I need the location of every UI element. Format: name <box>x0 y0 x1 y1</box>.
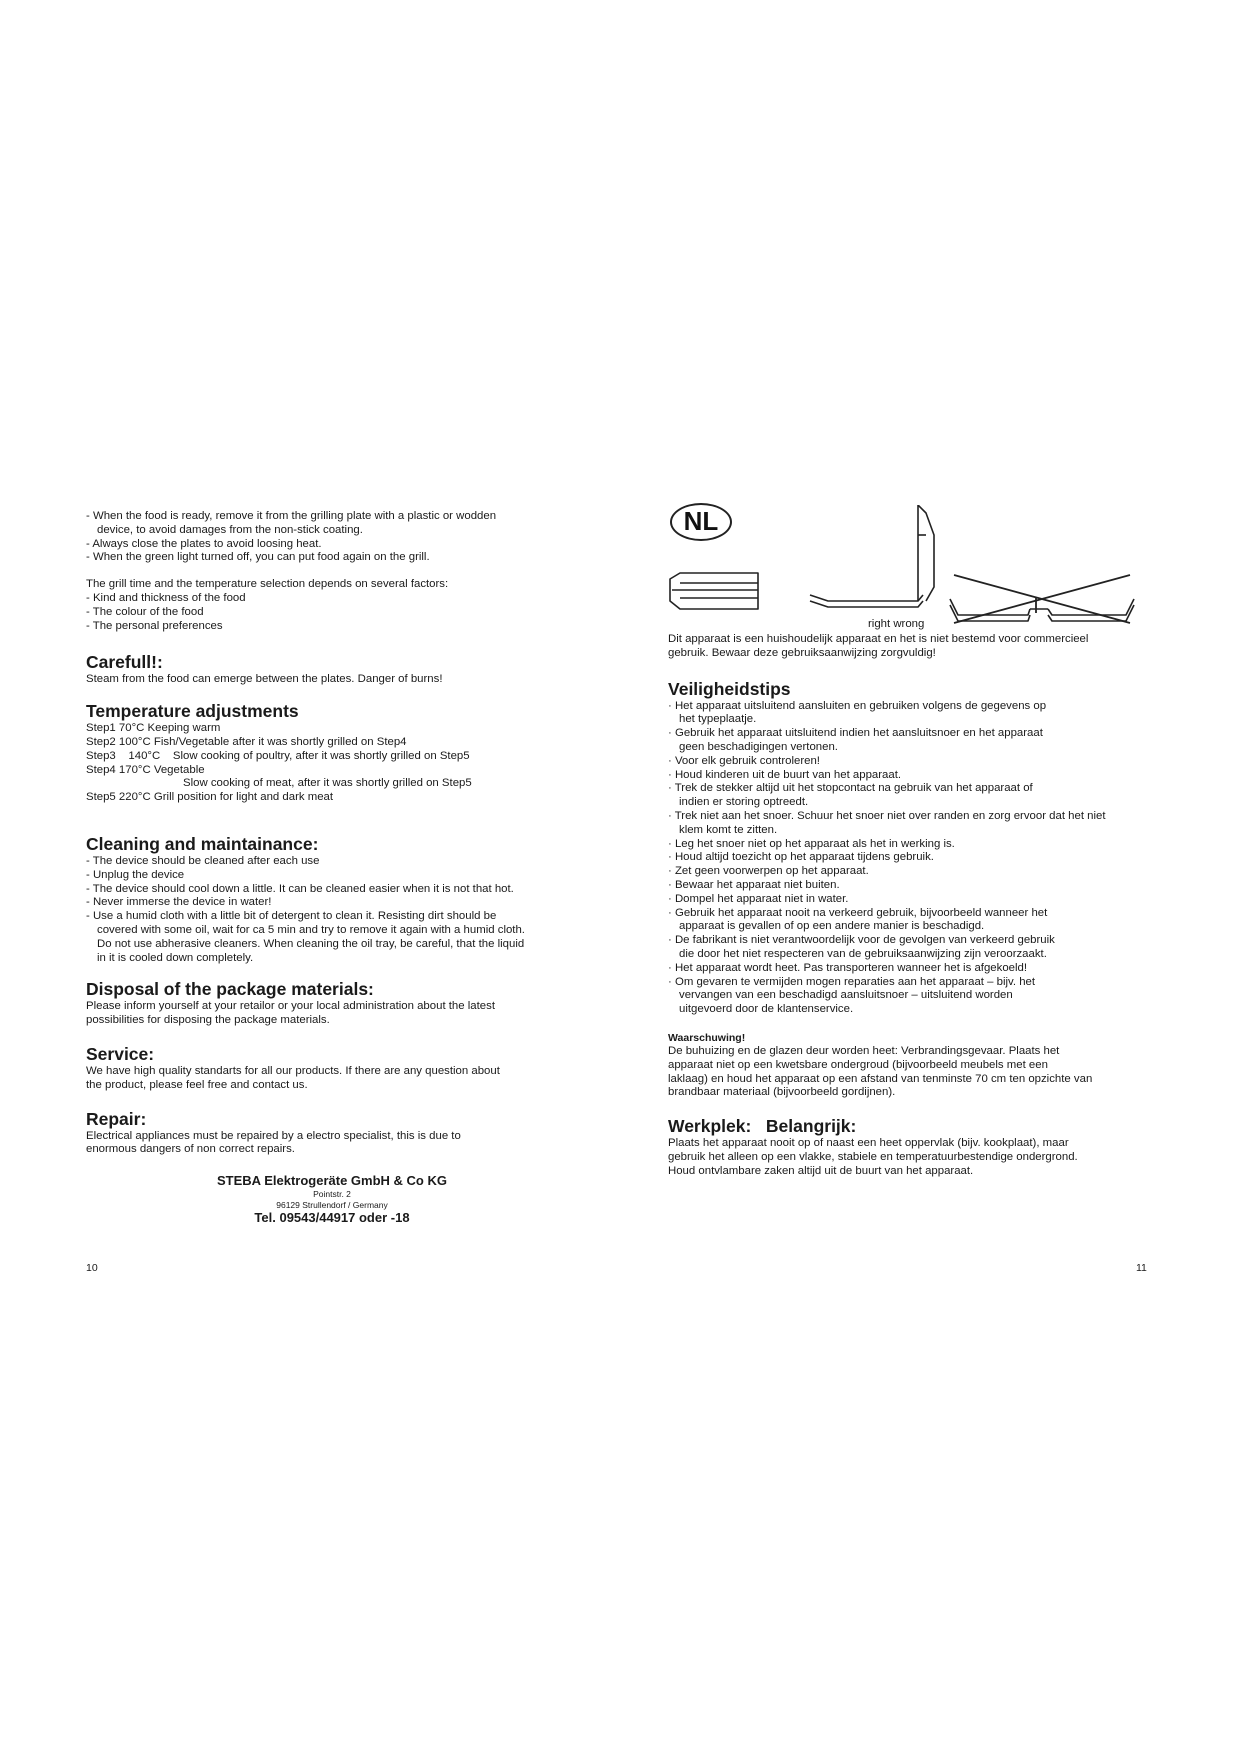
tip-line: · Het apparaat uitsluitend aansluiten en gebruiken volgens de gegevens op <box>668 699 1047 712</box>
grill-open-upright-drawing <box>810 505 934 607</box>
tip-line-cont: vervangen van een beschadigd aansluitsnoer – uitsluitend worden <box>679 989 1013 1002</box>
warning-line: apparaat niet op een kwetsbare ondergroud (bijvoorbeeld meubels met een <box>668 1058 1048 1071</box>
cleaning-item: - The device should be cleaned after each use <box>86 854 320 867</box>
tip-line: · Voor elk gebruik controleren! <box>668 754 820 767</box>
workplace-text <box>668 1137 1158 1178</box>
wrong-cross-icon <box>954 575 1130 623</box>
tip-line-cont: het typeplaatje. <box>679 713 757 726</box>
tip-line-cont: uitgevoerd door de klantenservice. <box>679 1003 854 1016</box>
tip-line: · Om gevaren te vermijden mogen reparaties aan het apparaat – bijv. het <box>668 975 1036 988</box>
workplace-line: Houd ontvlambare zaken altijd uit de buurt van het apparaat. <box>668 1164 974 1177</box>
warning-line: brandbaar materiaal (bijvoorbeeld gordijnen). <box>668 1086 896 1099</box>
intro-bullets <box>86 510 578 565</box>
intro-bullet: - Always close the plates to avoid loosing heat. <box>86 537 322 550</box>
cleaning-item: - Use a humid cloth with a little bit of detergent to clean it. Resisting dirt should be <box>86 910 497 923</box>
disposal-line: possibilities for disposing the package materials. <box>86 1014 330 1027</box>
company-telephone: Tel. 09543/44917 oder -18 <box>254 1210 410 1226</box>
service-line: We have high quality standarts for all our products. If there are any question about <box>86 1064 500 1077</box>
temperature-step: Step2 100°C Fish/Vegetable after it was shortly grilled on Step4 <box>86 735 407 748</box>
left-page <box>86 510 578 1226</box>
temperature-step: Step1 70°C Keeping warm <box>86 722 221 735</box>
tip-line: · Houd altijd toezicht op het apparaat tijdens gebruik. <box>668 851 934 864</box>
grill-position-illustration <box>668 505 1168 635</box>
figure-caption: right wrong <box>868 618 925 630</box>
repair-line: enormous dangers of non correct repairs. <box>86 1143 295 1156</box>
carefull-text: Steam from the food can emerge between the plates. Danger of burns! <box>86 673 443 686</box>
right-page <box>668 633 1158 1179</box>
cleaning-list <box>86 855 578 965</box>
factors-block <box>86 578 578 633</box>
tip-line: · Houd kinderen uit de buurt van het apparaat. <box>668 768 902 781</box>
temperature-step: Step4 170°C Vegetable <box>86 763 205 776</box>
temperature-step: Step5 220°C Grill position for light and dark meat <box>86 791 334 804</box>
company-address <box>86 1173 578 1226</box>
intro-bullet: device, to avoid damages from the non-stick coating. <box>97 523 363 536</box>
carefull-heading: Carefull!: <box>86 652 163 673</box>
disposal-text <box>86 1000 578 1028</box>
safety-tips-list <box>668 700 1158 1017</box>
intro-text-nl <box>668 633 1158 661</box>
factor-item: - The personal preferences <box>86 619 223 632</box>
cleaning-item: - Unplug the device <box>86 868 185 881</box>
grill-open-flat-drawing <box>950 599 1134 621</box>
cleaning-heading: Cleaning and maintainance: <box>86 833 319 854</box>
temperature-step-cont: Slow cooking of meat, after it was shortly grilled on Step5 <box>183 777 472 790</box>
intro-bullet: - When the green light turned off, you can put food again on the grill. <box>86 551 430 564</box>
tip-line: · Gebruik het apparaat uitsluitend indien het aansluitsnoer en het apparaat <box>668 727 1043 740</box>
factors-intro: The grill time and the temperature selection depends on several factors: <box>86 578 449 591</box>
tip-line-cont: indien er storing optreedt. <box>679 796 809 809</box>
company-city: 96129 Strullendorf / Germany <box>276 1199 388 1210</box>
cleaning-item: - Never immerse the device in water! <box>86 896 272 909</box>
tip-line: · Het apparaat wordt heet. Pas transporteren wanneer het is afgekoeld! <box>668 961 1028 974</box>
factor-item: - The colour of the food <box>86 605 204 618</box>
warning-heading: Waarschuwing! <box>668 1031 746 1044</box>
company-street: Pointstr. 2 <box>313 1189 351 1200</box>
repair-text <box>86 1130 578 1158</box>
factor-item: - Kind and thickness of the food <box>86 591 246 604</box>
tip-line: · Trek niet aan het snoer. Schuur het snoer niet over randen en zorg ervoor dat het niet <box>668 809 1106 822</box>
service-heading: Service: <box>86 1043 155 1064</box>
tip-line: · Bewaar het apparaat niet buiten. <box>668 878 840 891</box>
workplace-heading: Werkplek: Belangrijk: <box>668 1116 857 1137</box>
grill-closed-drawing <box>670 573 758 609</box>
disposal-line: Please inform yourself at your retailor or your local administration about the latest <box>86 1000 495 1013</box>
tip-line: · Gebruik het apparaat nooit na verkeerd gebruik, bijvoorbeeld wanneer het <box>668 906 1048 919</box>
cleaning-item-cont: Do not use abherasive cleaners. When cleaning the oil tray, be careful, that the liquid <box>97 937 525 950</box>
workplace-line: Plaats het apparaat nooit op of naast een heet oppervlak (bijv. kookplaat), maar <box>668 1137 1069 1150</box>
intro-bullet: - When the food is ready, remove it from the grilling plate with a plastic or wodden <box>86 510 497 522</box>
cleaning-item-cont: in it is cooled down completely. <box>97 951 254 964</box>
company-name: STEBA Elektrogeräte GmbH & Co KG <box>217 1173 447 1189</box>
disposal-heading: Disposal of the package materials: <box>86 979 374 1000</box>
warning-text <box>668 1045 1158 1100</box>
page-number-left: 10 <box>86 1262 98 1274</box>
repair-heading: Repair: <box>86 1108 147 1129</box>
tip-line-cont: die door het niet respecteren van de gebruiksaanwijzing zijn veroorzaakt. <box>679 947 1047 960</box>
tip-line-cont: geen beschadigingen vertonen. <box>679 740 838 753</box>
cleaning-item: - The device should cool down a little. It can be cleaned easier when it is not that hot. <box>86 882 514 895</box>
page-number-right: 11 <box>1136 1262 1147 1274</box>
cleaning-item-cont: covered with some oil, wait for ca 5 min and try to remove it again with a humid cloth. <box>97 923 525 936</box>
tip-line-cont: apparaat is gevallen of op een andere manier is beschadigd. <box>679 920 985 933</box>
tip-line: · Trek de stekker altijd uit het stopcontact na gebruik van het apparaat of <box>668 782 1033 795</box>
temperature-heading: Temperature adjustments <box>86 701 299 722</box>
tip-line: · Dompel het apparaat niet in water. <box>668 892 849 905</box>
service-text <box>86 1065 578 1093</box>
repair-line: Electrical appliances must be repaired by a electro specialist, this is due to <box>86 1129 461 1142</box>
tip-line-cont: klem komt te zitten. <box>679 823 778 836</box>
warning-line: laklaag) en houd het apparaat op een afstand van tenminste 70 cm ten opzichte van <box>668 1072 1093 1085</box>
intro-line: gebruik. Bewaar deze gebruiksaanwijzing zorgvuldig! <box>668 646 936 659</box>
temperature-list <box>86 722 578 805</box>
tip-line: · Leg het snoer niet op het apparaat als het in werking is. <box>668 837 955 850</box>
service-line: the product, please feel free and contact us. <box>86 1078 308 1091</box>
safety-tips-heading: Veiligheidstips <box>668 678 791 699</box>
warning-line: De buhuizing en de glazen deur worden heet: Verbrandingsgevaar. Plaats het <box>668 1044 1060 1057</box>
temperature-step: Step3 140°C Slow cooking of poultry, after it was shortly grilled on Step5 <box>86 749 470 762</box>
tip-line: · De fabrikant is niet verantwoordelijk voor de gevolgen van verkeerd gebruik <box>668 934 1055 947</box>
tip-line: · Zet geen voorwerpen op het apparaat. <box>668 865 869 878</box>
intro-line: Dit apparaat is een huishoudelijk apparaat en het is niet bestemd voor commercieel <box>668 633 1089 645</box>
workplace-line: gebruik het alleen op een vlakke, stabiele en temperatuurbestendige ondergrond. <box>668 1150 1078 1163</box>
language-badge-nl: NL <box>670 503 732 541</box>
